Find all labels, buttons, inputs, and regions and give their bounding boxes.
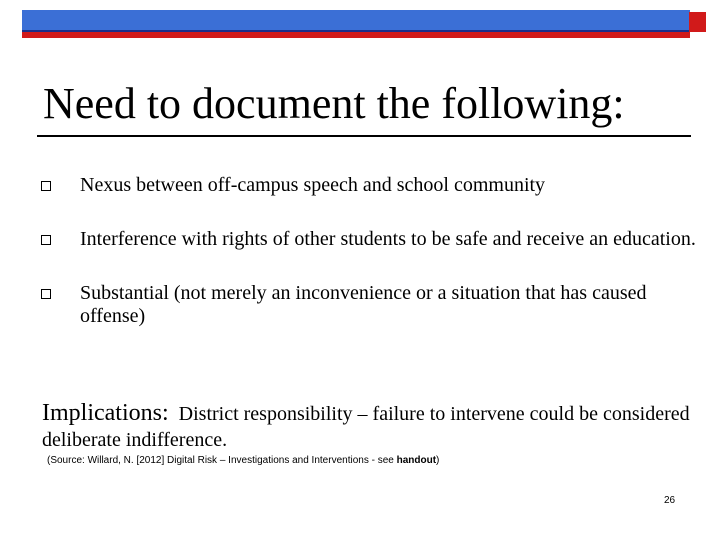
- implications-text: District responsibility – failure to intervene could be considered deliberate indifference.: [42, 403, 690, 451]
- title-underline: [37, 135, 691, 137]
- source-suffix: ): [436, 455, 440, 466]
- source-prefix: (Source: Willard, N. [2012] Digital Risk – Investigations and Interventions - see: [47, 455, 397, 466]
- bullet-list: [40, 174, 700, 328]
- bullet-item: [40, 282, 700, 328]
- source-citation: [47, 455, 439, 466]
- page-number: 26: [664, 495, 676, 506]
- hollow-square-icon: [41, 181, 51, 191]
- bullet-item: [40, 228, 700, 251]
- implications-heading: Implications:: [42, 400, 169, 426]
- slide-title: Need to document the following:: [43, 79, 625, 128]
- hollow-square-icon: [41, 289, 51, 299]
- bullet-item: [40, 174, 700, 197]
- top-red-bar: [22, 32, 690, 38]
- bullet-text: Interference with rights of other students to be safe and receive an education.: [80, 228, 696, 250]
- hollow-square-icon: [41, 235, 51, 245]
- source-handout: handout: [396, 455, 437, 466]
- top-blue-bar: [22, 10, 690, 30]
- bullet-text: Substantial (not merely an inconvenience or a situation that has caused offense): [80, 282, 647, 327]
- bullet-text: Nexus between off-campus speech and school community: [80, 174, 546, 196]
- top-red-square: [689, 12, 706, 32]
- implications-paragraph: [42, 400, 702, 453]
